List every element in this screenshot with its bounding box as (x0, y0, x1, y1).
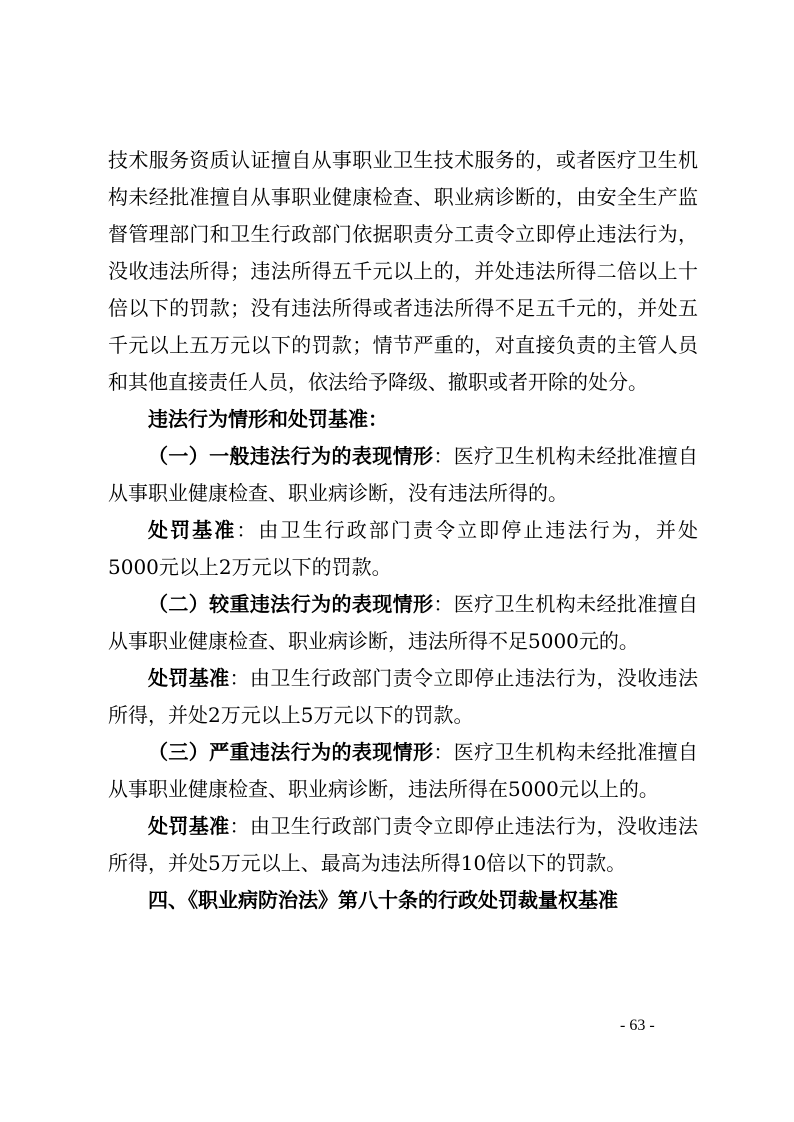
item-2-text: ：医疗卫生机构未经批准擅自从事职业健康检查、职业病诊断，违法所得不足5000元的。 (108, 592, 699, 653)
body-text (108, 142, 698, 919)
page-number: - 63 - (620, 1017, 655, 1034)
next-section-heading: 四、《职业病防治法》第八十条的行政处罚裁量权基准 (148, 888, 618, 912)
item-2-penalty-text: ：由卫生行政部门责令立即停止违法行为，没收违法所得，并处2万元以上5万元以下的罚款。 (108, 666, 699, 727)
intro-paragraph: 技术服务资质认证擅自从事职业卫生技术服务的，或者医疗卫生机构未经批准擅自从事职业健康检查、职业病诊断的，由安全生产监督管理部门和卫生行政部门依据职责分工责令立即停止违法行为，没收违法所得；违法所得五千元以上的，并处违法所得二倍以上十倍以下的罚款；没有违法所得或者违法所得不足五千元的，并处五千元以上五万元以下的罚款；情节严重的，对直接负责的主管人员和其他直接责任人员，依法给予降级、撤职或者开除的处分。 (108, 148, 698, 394)
item-1-penalty-label: 处罚基准 (148, 518, 237, 542)
item-3-penalty (108, 808, 698, 882)
item-2-label: （二）较重违法行为的表现情形 (148, 592, 434, 616)
item-2-description (108, 586, 698, 660)
item-1-penalty-text: ：由卫生行政部门责令立即停止违法行为，并处5000元以上2万元以下的罚款。 (108, 518, 699, 579)
item-2-penalty (108, 660, 698, 734)
item-2-penalty-label: 处罚基准 (148, 666, 230, 690)
item-3-penalty-text: ：由卫生行政部门责令立即停止违法行为，没收违法所得，并处5万元以上、最高为违法所得10倍以下的罚款。 (108, 814, 699, 875)
item-1-penalty (108, 512, 698, 586)
item-3-label: （三）严重违法行为的表现情形 (148, 740, 434, 764)
item-3-penalty-label: 处罚基准 (148, 814, 230, 838)
section-heading: 违法行为情形和处罚基准： (148, 407, 388, 431)
item-1-label: （一）一般违法行为的表现情形 (148, 444, 434, 468)
item-1-text: ：医疗卫生机构未经批准擅自从事职业健康检查、职业病诊断，没有违法所得的。 (108, 444, 699, 505)
item-1-description (108, 438, 698, 512)
item-3-text: ：医疗卫生机构未经批准擅自从事职业健康检查、职业病诊断，违法所得在5000元以上的。 (108, 740, 699, 801)
item-3-description (108, 734, 698, 808)
